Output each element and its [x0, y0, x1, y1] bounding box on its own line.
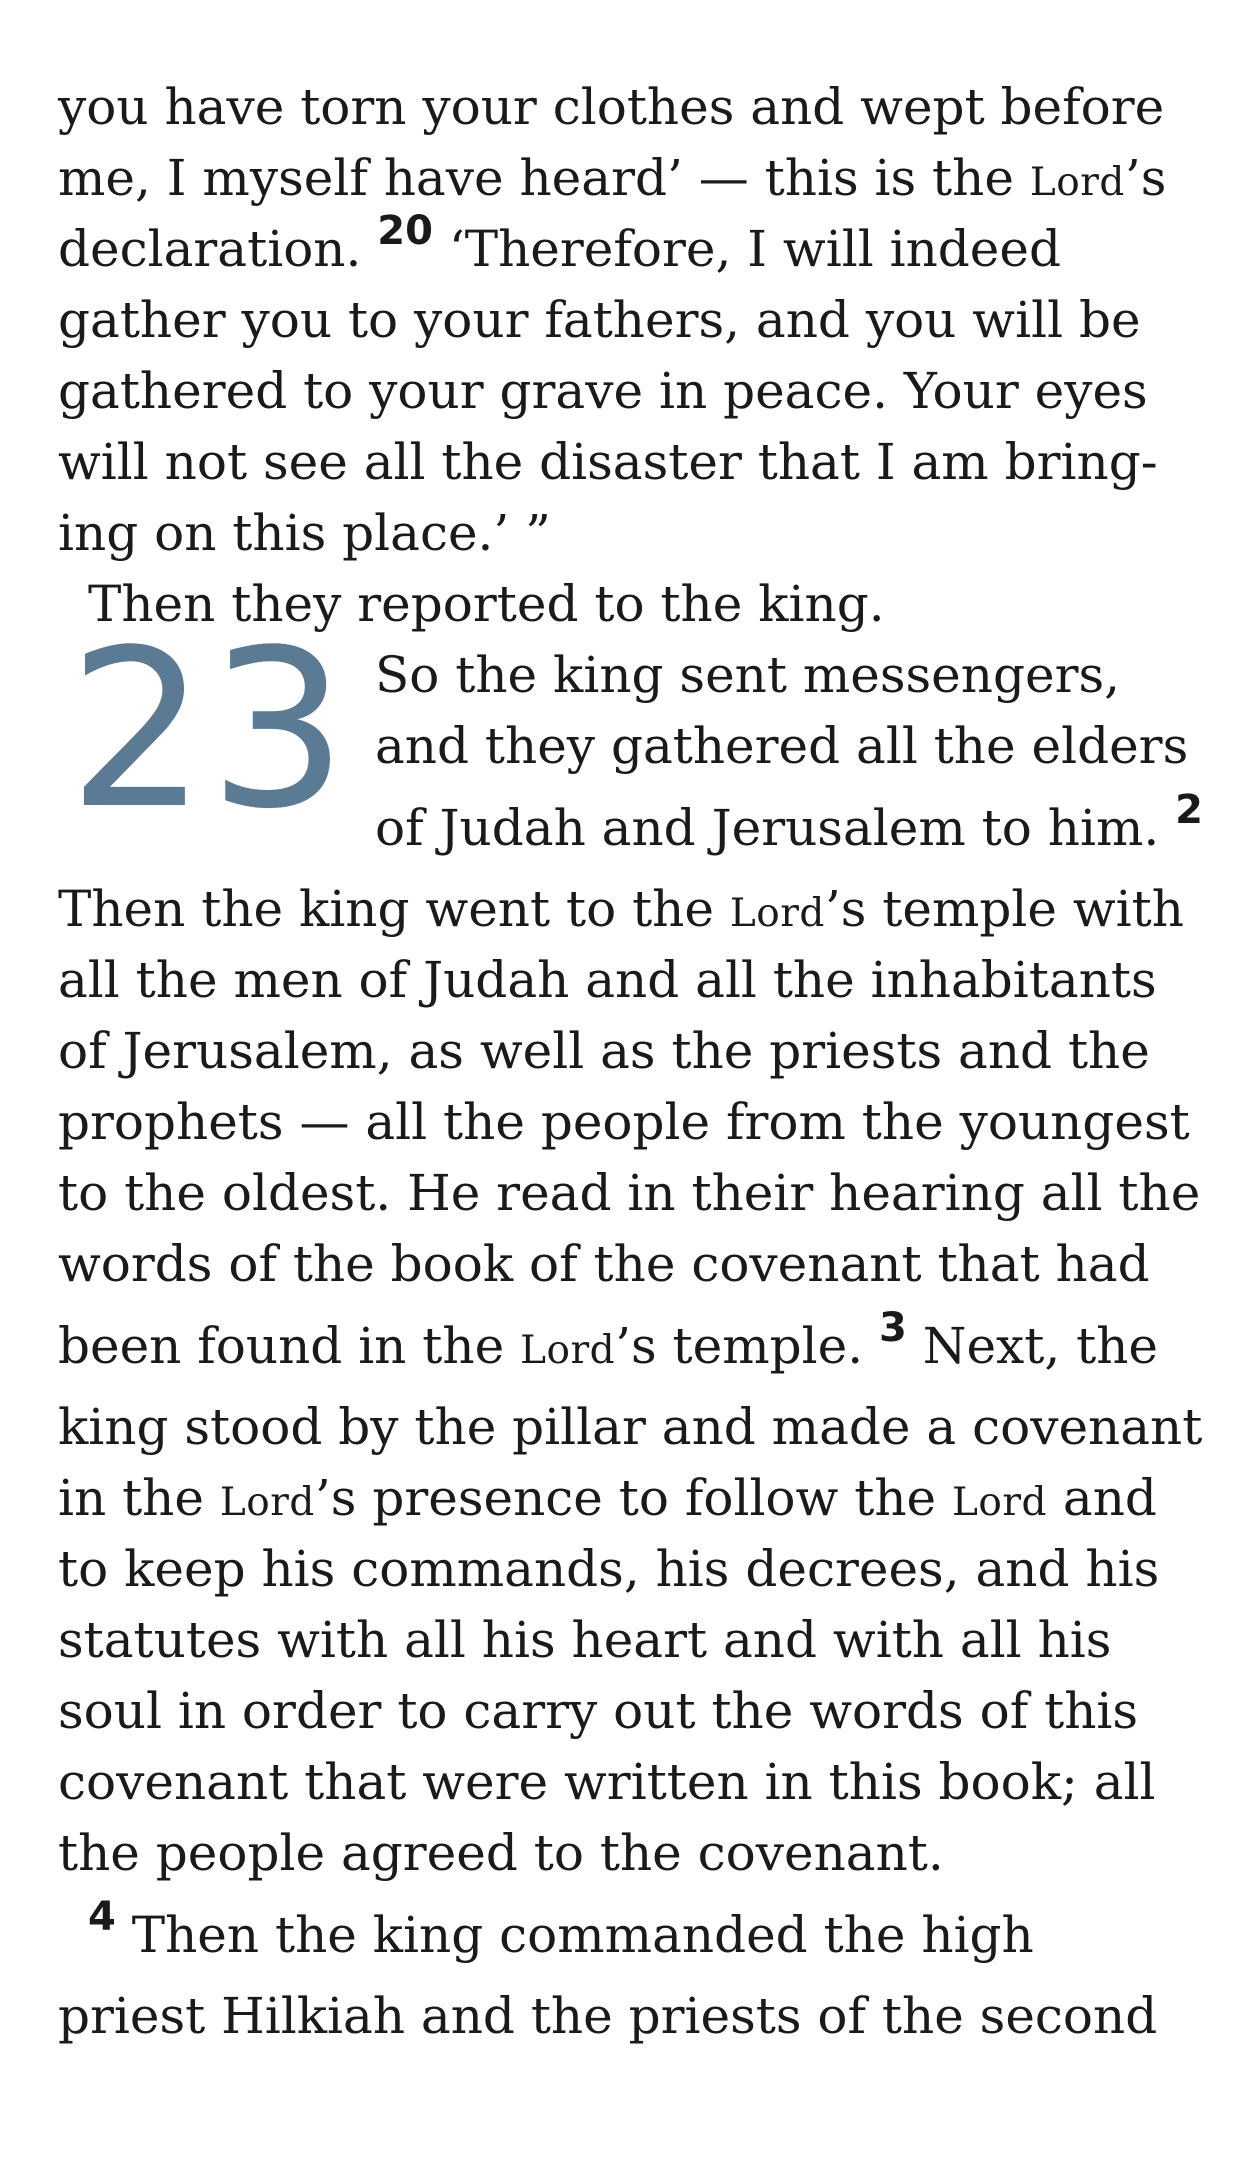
text-fragment: Next, the: [906, 1317, 1159, 1375]
text-fragment: of Judah and Jerusalem to him.: [375, 799, 1160, 857]
text-line: [58, 1463, 1188, 1534]
text-line: [58, 208, 1188, 285]
text-fragment: in the: [58, 1469, 220, 1527]
text-line: and they gathered all the elders: [375, 717, 1189, 775]
chapter-number[interactable]: 23: [68, 604, 350, 857]
text-line: prophets — all the people from the youngest: [58, 1093, 1190, 1151]
lord-small-caps: Lord: [520, 1328, 616, 1373]
text-line: to the oldest. He read in their hearing all the: [58, 1164, 1201, 1222]
text-fragment: declaration.: [58, 220, 378, 278]
text-line: [58, 1300, 1188, 1392]
text-fragment: me, I myself have heard’ — this is the: [58, 149, 1030, 207]
text-line: ing on this place.’ ”: [58, 504, 551, 562]
text-line: all the men of Judah and all the inhabitants: [58, 951, 1157, 1009]
text-fragment: Then the king went to the: [58, 880, 730, 938]
lord-small-caps: Lord: [1029, 160, 1125, 205]
text-line: So the king sent messengers,: [375, 646, 1121, 704]
text-line: soul in order to carry out the words of this: [58, 1682, 1139, 1740]
verse-number-20[interactable]: 20: [377, 208, 433, 254]
lord-small-caps: Lord: [952, 1480, 1048, 1525]
text-fragment: and: [1047, 1469, 1157, 1527]
text-line: priest Hilkiah and the priests of the second: [58, 1987, 1158, 2045]
text-line: king stood by the pillar and made a covenant: [58, 1398, 1203, 1456]
text-line: Then they reported to the king.: [88, 575, 885, 633]
text-line: gathered to your grave in peace. Your eyes: [58, 362, 1148, 420]
text-fragment: ’s temple.: [615, 1317, 879, 1375]
text-line: [58, 874, 1188, 945]
lord-small-caps: Lord: [729, 891, 825, 936]
text-line: will not see all the disaster that I am bring-: [58, 433, 1158, 491]
scripture-page: [58, 72, 1204, 2052]
text-line: you have torn your clothes and wept before: [58, 78, 1165, 136]
text-line: [58, 143, 1188, 214]
text-fragment: ‘Therefore, I will indeed: [432, 220, 1061, 278]
text-line: to keep his commands, his decrees, and his: [58, 1540, 1160, 1598]
text-fragment: ’s temple with: [824, 880, 1184, 938]
text-line: of Jerusalem, as well as the priests and the: [58, 1022, 1150, 1080]
verse-number-4[interactable]: 4: [88, 1894, 116, 1940]
text-fragment: ’s presence to follow the: [314, 1469, 953, 1527]
verse-number-3[interactable]: 3: [878, 1305, 907, 1351]
text-line: statutes with all his heart and with all his: [58, 1611, 1112, 1669]
text-line: gather you to your fathers, and you will be: [58, 291, 1141, 349]
text-fragment: been found in the: [58, 1317, 521, 1375]
lord-small-caps: Lord: [219, 1480, 315, 1525]
text-line: words of the book of the covenant that had: [58, 1235, 1150, 1293]
text-fragment: Then the king commanded the high: [115, 1906, 1034, 1964]
verse-number-2[interactable]: 2: [1175, 787, 1204, 833]
text-line: covenant that were written in this book; all: [58, 1753, 1156, 1811]
text-line: the people agreed to the covenant.: [58, 1824, 944, 1882]
text-line: [58, 1889, 1188, 1981]
text-fragment: ’s: [1124, 149, 1167, 207]
